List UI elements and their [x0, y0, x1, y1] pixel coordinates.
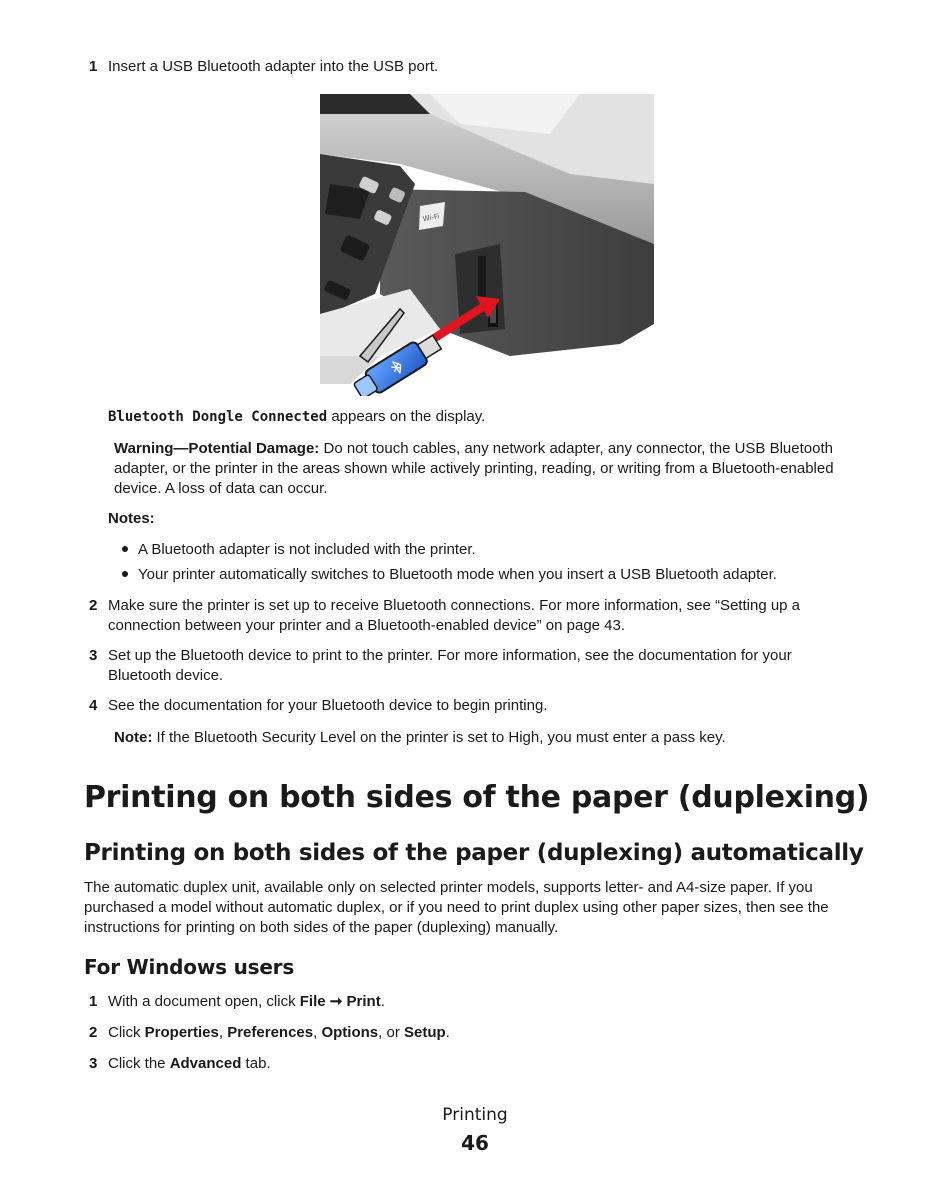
bullet-icon — [122, 571, 128, 577]
warning-label: Warning—Potential Damage: — [114, 440, 320, 457]
step-number: 1 — [89, 993, 98, 1010]
note-bullet-1: A Bluetooth adapter is not included with the printer. — [138, 541, 476, 558]
step-text: Insert a USB Bluetooth adapter into the USB port. — [108, 58, 439, 75]
printer-bluetooth-figure — [320, 94, 654, 396]
step-number: 3 — [89, 1055, 98, 1072]
step-text: Bluetooth device. — [108, 667, 224, 684]
wifi-badge: Wi-Fi — [422, 212, 441, 224]
display-message-code: Bluetooth Dongle Connected — [108, 409, 328, 425]
bullet-icon — [122, 546, 128, 552]
intro-line-3: instructions for printing on both sides of the paper (duplexing) manually. — [84, 919, 559, 936]
note-line: Note: If the Bluetooth Security Level on the printer is set to High, you must enter a pass key. — [114, 729, 726, 746]
page-number: 46 — [461, 1131, 489, 1155]
display-message-suffix: appears on the display. — [327, 408, 486, 425]
step-text: Make sure the printer is set up to receive Bluetooth connections. For more information, see “Setting up a — [108, 597, 801, 614]
subsection-heading: Printing on both sides of the paper (duplexing) automatically — [84, 840, 864, 866]
step-number: 2 — [89, 1024, 98, 1041]
note-label: Note: — [114, 729, 153, 746]
step-number: 3 — [89, 647, 98, 664]
warning-line-2: adapter, or the printer in the areas shown while actively printing, reading, or writing from a Bluetooth-enabled — [114, 460, 834, 477]
step-number: 1 — [89, 58, 98, 75]
footer-section: Printing — [442, 1105, 508, 1125]
step-text: See the documentation for your Bluetooth device to begin printing. — [108, 697, 548, 714]
section-heading: Printing on both sides of the paper (duplexing) — [84, 780, 870, 815]
step-text: connection between your printer and a Bluetooth-enabled device” on page 43. — [108, 617, 626, 634]
step-text: Set up the Bluetooth device to print to the printer. For more information, see the documentation for your — [108, 647, 792, 664]
step-number: 4 — [89, 697, 98, 714]
notes-label: Notes: — [108, 510, 155, 527]
step-text: Click the Advanced tab. — [108, 1055, 271, 1072]
warning-line-3: device. A loss of data can occur. — [114, 480, 328, 497]
windows-users-heading: For Windows users — [84, 955, 295, 979]
step-number: 2 — [89, 597, 98, 614]
step-text: Click Properties, Preferences, Options, or Setup. — [108, 1024, 450, 1041]
intro-line-1: The automatic duplex unit, available only on selected printer models, supports letter- and A4-size paper. If you — [84, 879, 813, 896]
note-bullet-2: Your printer automatically switches to Bluetooth mode when you insert a USB Bluetooth adapter. — [138, 566, 777, 583]
warning-line-1: Warning—Potential Damage: Do not touch cables, any network adapter, any connector, the USB Bluetooth — [114, 440, 833, 457]
step-text: With a document open, click File ➞ Print. — [108, 993, 385, 1010]
intro-line-2: purchased a model without automatic duplex, or if you need to print duplex using other paper sizes, then see the — [84, 899, 829, 916]
